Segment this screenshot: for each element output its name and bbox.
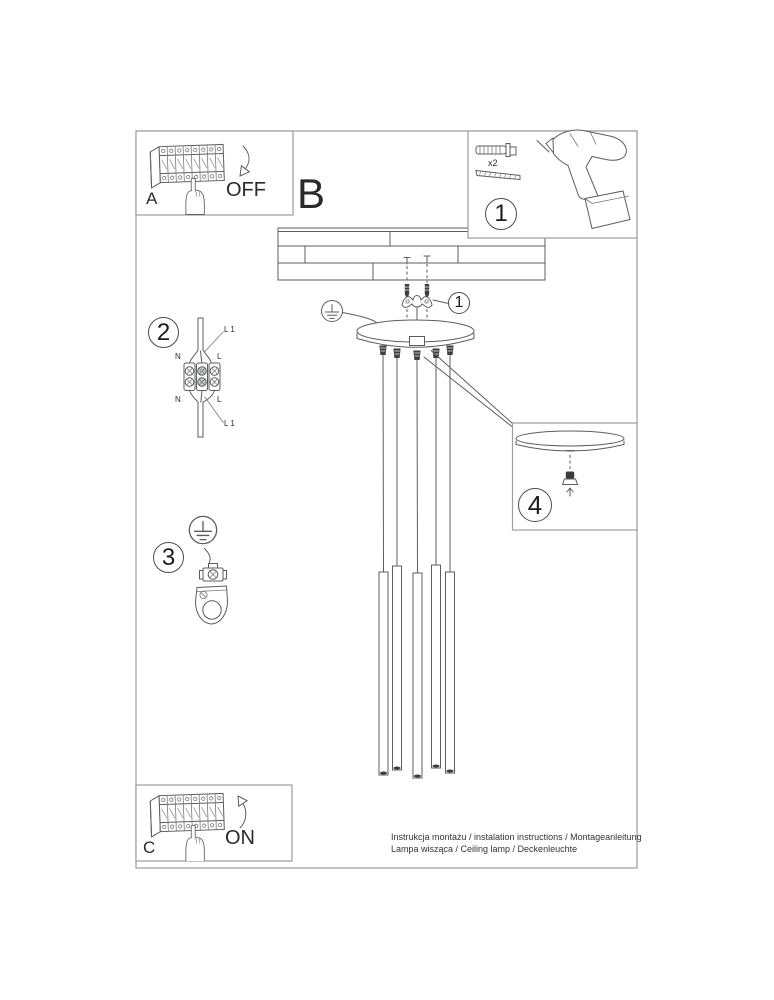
pendant-tube (393, 566, 402, 770)
mount-step-number: 1 (454, 294, 464, 311)
footer-line-1: Instrukcja montażu / instalation instructions / Montageanleitung (391, 832, 642, 842)
pendant-tube (446, 572, 455, 773)
on-label: ON (225, 827, 255, 849)
wire-label-n-top: N (175, 352, 181, 361)
wire-label-l-bottom: L (217, 395, 222, 404)
step-a-label: A (146, 189, 158, 208)
cable-gland-icon (413, 351, 420, 361)
footer-text (391, 832, 642, 855)
step-3-badge (153, 542, 184, 573)
off-label: OFF (226, 179, 266, 201)
step-c-label: C (143, 838, 156, 857)
wire-label-l1-bottom: L 1 (224, 419, 235, 428)
cable-gland-icon (393, 349, 400, 359)
cable-gland-icon (379, 346, 386, 356)
step-2-badge (148, 317, 179, 348)
plug-quantity-label: x2 (488, 158, 498, 168)
ground-step-number: 3 (161, 543, 176, 571)
pendant-tube (379, 572, 388, 775)
footer-line-2: Lampa wisząca / Ceiling lamp / Deckenleuchte (391, 843, 578, 854)
wire-label-l1-top: L 1 (224, 325, 235, 334)
wiring-step-number: 2 (156, 318, 171, 346)
pendant-tube (432, 565, 441, 768)
panel-power-on (136, 785, 292, 861)
step-1-number: 1 (494, 200, 508, 227)
step-4-badge (518, 488, 552, 522)
mounting-bracket-illustration (402, 296, 432, 308)
wire-label-l-top: L (217, 352, 222, 361)
pendant-tube (413, 573, 422, 778)
step-b-label: B (297, 170, 326, 217)
step-1-badge (485, 198, 517, 230)
wire-label-n-bottom: N (175, 395, 181, 404)
panel-power-off (136, 131, 293, 215)
canopy-step-number: 4 (527, 489, 543, 520)
step-1-callout-badge (448, 292, 470, 314)
cable-gland-icon (446, 346, 453, 356)
